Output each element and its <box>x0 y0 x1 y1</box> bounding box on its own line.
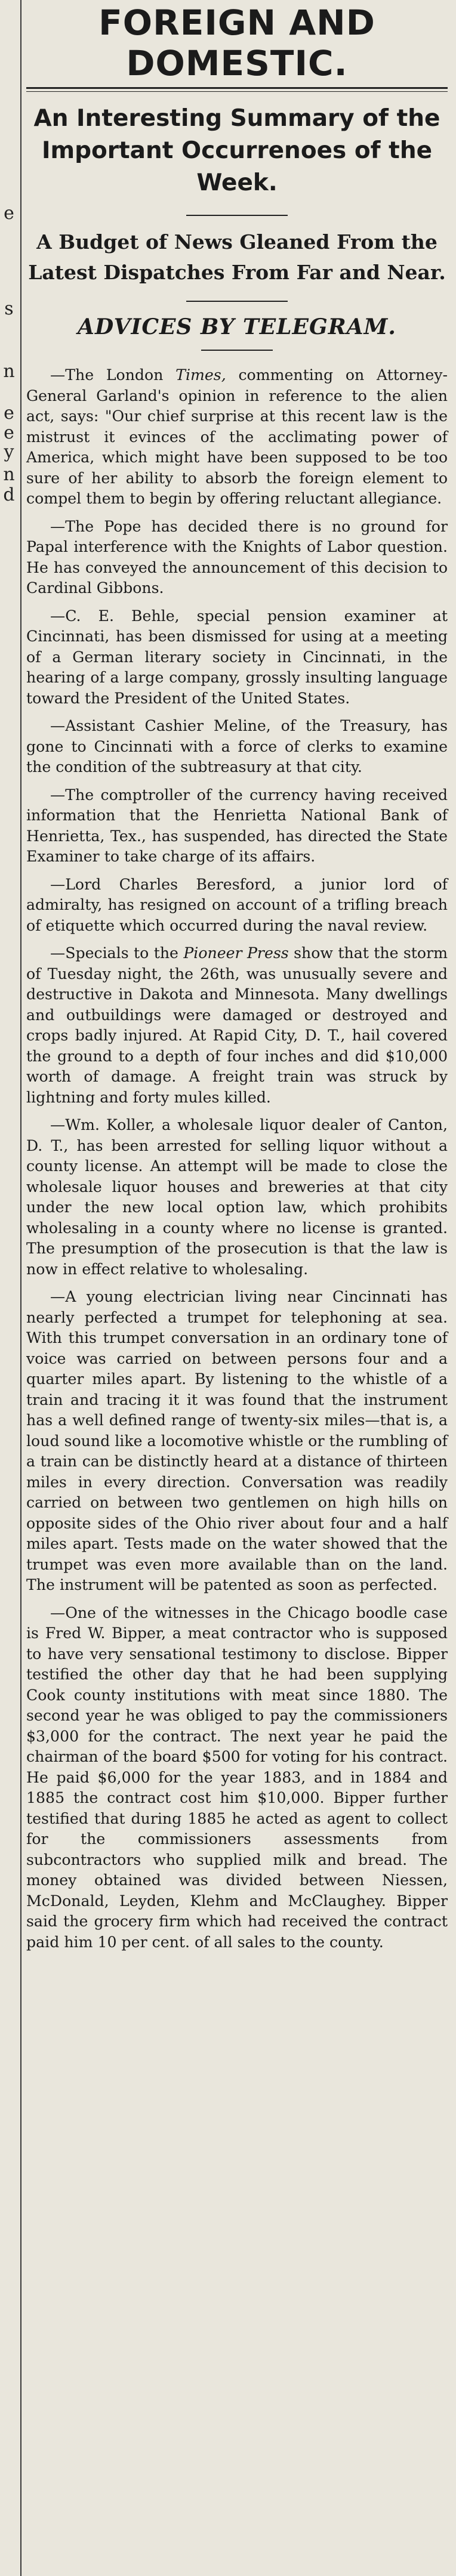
margin-fragment: n <box>3 464 15 485</box>
news-column <box>26 0 448 2576</box>
divider-rule <box>186 215 288 216</box>
margin-fragment: d <box>3 484 15 505</box>
news-item-pope-knights-of-labor: —The Pope has decided there is no ground for Papal interference with the Knights of Labor question. He has conveyed the announcement of this decision to Cardinal Gibbons. <box>26 517 448 597</box>
story-text: show that the storm of Tuesday night, the 26th, was unusually severe and destructive in Dakota and Minnesota. Many dwellings and outbuildings were damaged or destroyed and crops badly injured. At Rapid City, D. T., hail covered the ground to a depth of four inches and did $10,000 worth of damage. A freight train was struck by lightning and forty mules killed. <box>26 944 448 1106</box>
news-item-dakota-storm <box>26 943 448 1108</box>
sub-headline: A Budget of News Gleaned From the Latest Dispatches From Far and Near. <box>28 230 446 284</box>
publication-name: Pioneer Press <box>183 944 289 962</box>
news-item-lord-beresford: —Lord Charles Beresford, a junior lord of admiralty, has resigned on account of a trifling breach of etiquette which occurred during the naval review. <box>26 875 448 934</box>
news-item-koller-liquor: —Wm. Koller, a wholesale liquor dealer of Canton, D. T., has been arrested for selling liquor without a county license. An attempt will be made to close the wholesale liquor houses and breweries at that city under the new local option law, which prohibits wholesaling in a county where no license is granted. The presumption of the prosecution is that the law is now in effect relative to wholesaling. <box>26 1116 448 1278</box>
news-item-chicago-boodle: —One of the witnesses in the Chicago boodle case is Fred W. Bipper, a meat contractor who is supposed to have very sensational testimony to disclose. Bipper testified the other day that he had been supplying Cook county institutions with meat since 1880. The second year he was obliged to pay the commissioners $3,000 for the contract. The next year he paid the chairman of the board $500 for voting for his contract. He paid $6,000 for the year 1883, and in 1884 and 1885 the contract cost him $10,000. Bipper further testified that during 1885 he acted as agent to collect for the commissioners assessments from subcontractors who supplied milk and bread. The money obtained was divided between Niessen, McDonald, Leyden, Klehm and McClaughey. Bipper said the grocery firm which had received the contract paid him 10 per cent. of all sales to the county. <box>26 1604 448 1951</box>
news-item-cashier-meline: —Assistant Cashier Meline, of the Treasury, has gone to Cincinnati with a force of clerks to examine the condition of the subtreasury at that city. <box>26 717 448 776</box>
margin-fragment: n <box>3 361 15 382</box>
margin-fragment: e <box>4 422 14 443</box>
news-item-telephone-trumpet: —A young electrician living near Cincinnati has nearly perfected a trumpet for telephoning at sea. With this trumpet conversation in an ordinary tone of voice was carried on between persons four and a quarter miles apart. By listening to the whistle of a train and tracing it it was found that the instrument has a well defined range of twenty-six miles—that is, a loud sound like a locomotive whistle or the rumbling of a train can be distinctly heard at a distance of thirteen miles in every direction. Conversation was readily carried on between two gentlemen on high hills on opposite sides of the Ohio river about four and a half miles apart. Tests made on the water showed that the trumpet was even more available than on the land. The instrument will be patented as soon as perfected. <box>26 1288 448 1593</box>
margin-fragment: e <box>4 403 14 424</box>
masthead-rule <box>26 87 448 92</box>
margin-fragment: y <box>4 441 14 462</box>
main-headline: An Interesting Summary of the Important Occurrenoes of the Week. <box>33 105 440 196</box>
margin-fragment: s <box>4 298 14 319</box>
story-text: —Specials to the <box>50 944 184 962</box>
story-text: commenting on Attorney-General Garland's opinion in reference to the alien act, says: "Our chief surprise at this recent law is the mistrust it evinces of the acclimating power of America, which might have been supposed to be too sure of her ability to absorb the foreign element to compel them to begin by offering reluctant allegiance. <box>26 366 448 507</box>
left-margin-gutter <box>0 0 21 2576</box>
news-item-henrietta-bank: —The comptroller of the currency having received information that the Henrietta National Bank of Henrietta, Tex., has suspended, has directed the State Examiner to take charge of its affairs. <box>26 786 448 865</box>
divider-rule <box>186 301 288 302</box>
story-text: —The London <box>50 366 176 384</box>
stories-list <box>26 351 448 1953</box>
section-title: ADVICES BY TELEGRAM. <box>78 314 396 339</box>
column-masthead: FOREIGN AND DOMESTIC. <box>98 2 375 84</box>
news-item-behle-dismissed: —C. E. Behle, special pension examiner at Cincinnati, has been dismissed for using at a meeting of a German literary society in Cincinnati, in the hearing of a large company, grossly insulting language toward the President of the United States. <box>26 607 448 707</box>
news-item-times-alien-act <box>26 365 448 509</box>
publication-name: Times, <box>175 366 226 384</box>
margin-fragment: e <box>4 203 14 224</box>
